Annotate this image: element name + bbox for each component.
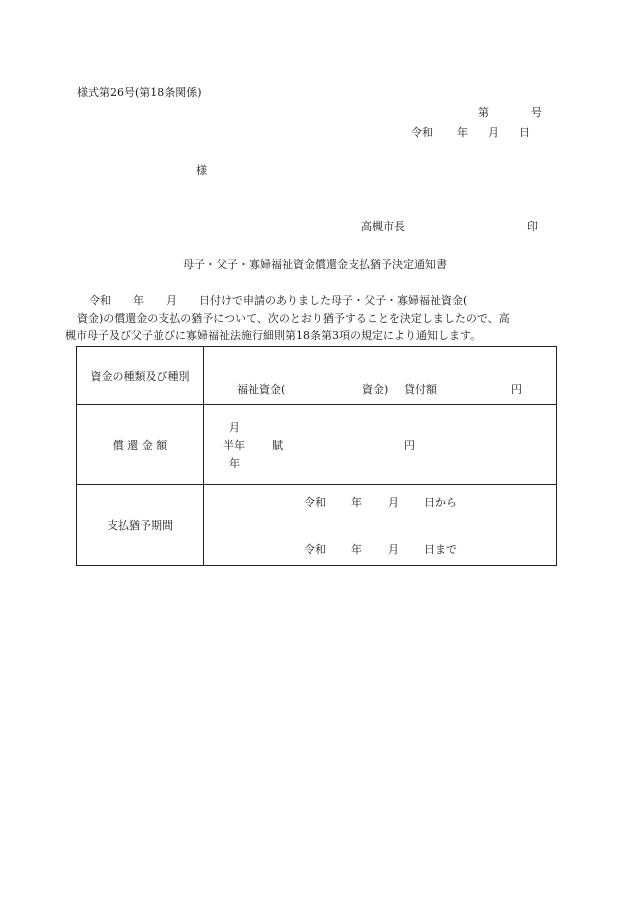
table-row-fund-type [77,347,557,405]
repayment-header: 償 還 金 額 [77,405,204,485]
fund-type-header: 資金の種類及び種別 [77,347,204,405]
document-title: 母子・父子・寡婦福祉資金償還金支払猶予決定通知書 [183,258,447,271]
date-year: 年 [457,126,468,139]
repayment-yen-unit: 円 [404,439,415,452]
fund-close: 資金) [362,383,389,396]
installment-fu: 賦 [272,439,283,452]
doc-number-suffix: 号 [531,106,542,119]
deferral-from-month: 月 [388,496,399,509]
installment-year: 年 [229,457,240,470]
table-row-deferral [77,485,557,566]
deferral-to-month: 月 [388,543,399,556]
deferral-cell [204,485,557,566]
detail-table [76,346,557,566]
table-row-repayment [77,405,557,485]
deferral-to-year: 年 [351,543,362,556]
deferral-header: 支払猶予期間 [77,485,204,566]
deferral-from-era: 令和 [304,496,326,509]
loan-yen-unit: 円 [511,383,522,396]
fund-type-cell [204,347,557,405]
issuer-name: 高槻市長 [361,220,405,233]
deferral-from-year: 年 [351,496,362,509]
date-era: 令和 [411,126,433,139]
body-paragraph [65,292,557,345]
installment-half-year: 半年 [223,439,245,452]
deferral-from-day: 日から [424,496,457,509]
deferral-to-day: 日まで [424,543,457,556]
document-date [411,124,530,140]
recipient-suffix: 様 [196,164,207,177]
repayment-cell [204,405,557,485]
deferral-to-era: 令和 [304,543,326,556]
date-day: 日 [519,126,530,139]
loan-amount-label: 貸付額 [404,383,437,396]
installment-month: 月 [229,421,240,434]
body-line-1: 令和 年 月 日付けで申請のありました母子・父子・寡婦福祉資金( [89,294,468,307]
body-line-3: 槻市母子及び父子並びに寡婦福祉法施行細則第18条第3項の規定により通知します。 [65,329,482,342]
form-number: 様式第26号(第18条関係) [77,86,202,99]
doc-number-prefix: 第 [478,106,489,119]
document-number [478,104,542,120]
fund-label: 福祉資金( [237,383,286,396]
body-line-2: 資金)の償還金の支払の猶予について、次のとおり猶予することを決定しましたので、高 [77,311,510,325]
date-month: 月 [488,126,499,139]
seal-mark: 印 [527,220,538,233]
